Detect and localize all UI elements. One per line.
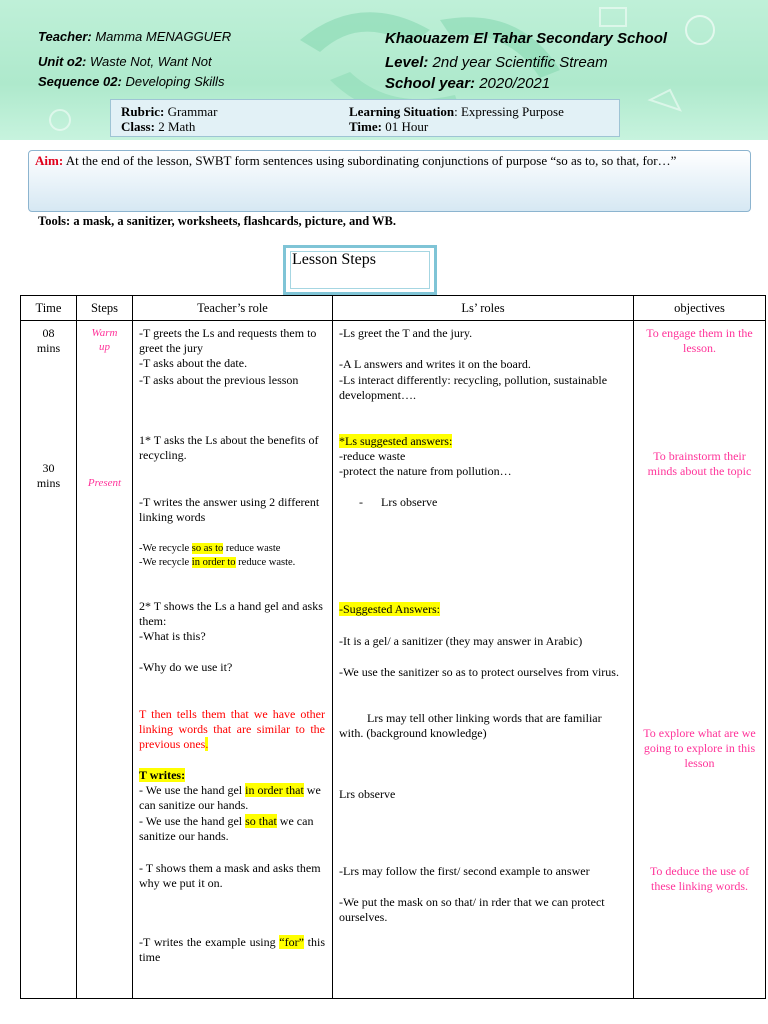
ls-mask-sentence: -We put the mask on so that/ in rder that we can protect ourselves. xyxy=(339,895,605,924)
school-name: Khaouazem El Tahar Secondary School xyxy=(385,30,668,47)
header-learners-roles: Ls’ roles xyxy=(333,296,634,321)
time-present-unit: mins xyxy=(36,476,61,490)
teacher-line xyxy=(38,29,231,44)
learners-role-cell xyxy=(333,321,634,999)
ls-interact: -Ls interact differently: recycling, pollution, sustainable development…. xyxy=(339,373,608,402)
step-warm: Warm xyxy=(91,327,118,339)
school-year-label: School year: xyxy=(385,75,476,92)
time-cell xyxy=(21,321,77,999)
example-in-order-to: -We recycle in order to reduce waste. xyxy=(139,557,296,568)
ls-other-linking-words: Lrs may tell other linking words that are familiar with. (background knowledge) xyxy=(339,711,602,740)
level-value: 2nd year Scientific Stream xyxy=(432,54,608,71)
teacher-example-for: -T writes the example using “for” this time xyxy=(139,935,325,964)
teacher-greets: -T greets the Ls and requests them to greet the jury xyxy=(139,326,317,355)
unit-title: Waste Not, Want Not xyxy=(90,54,212,69)
objective-deduce: To deduce the use of these linking words. xyxy=(649,864,750,893)
aim-box xyxy=(28,150,751,212)
objective-explore: To explore what are we going to explore in this lesson xyxy=(643,726,756,770)
aim-text: At the end of the lesson, SWBT form sentences using subordinating conjunctions of purpose “so as to, so that, for…” xyxy=(65,153,677,168)
teacher-writes-answer: -T writes the answer using 2 different linking words xyxy=(139,495,320,524)
objective-engage: To engage them in the lesson. xyxy=(646,326,753,355)
teacher-recycling-question: 1* T asks the Ls about the benefits of recycling. xyxy=(139,433,319,462)
unit-label: Unit o2: xyxy=(38,54,87,69)
unit-line xyxy=(38,54,212,69)
ls-sanitizer-sentence: -We use the sanitizer so as to protect ourselves from virus. xyxy=(339,665,619,679)
sequence-title: Developing Skills xyxy=(125,74,225,89)
teacher-shows-gel: 2* T shows the Ls a hand gel and asks them: xyxy=(139,599,323,628)
table-header-row xyxy=(21,296,766,321)
level-line xyxy=(385,54,608,71)
example-in-order-that: - We use the hand gel in order that we can sanitize our hands. xyxy=(139,783,321,812)
time-warmup-value: 08 xyxy=(42,326,55,340)
header-objectives: objectives xyxy=(634,296,766,321)
ls-observe-2: Lrs observe xyxy=(339,787,396,801)
ls-follow-example: -Lrs may follow the first/ second example to answer xyxy=(339,864,590,878)
ls-suggested-answers-2: -Suggested Answers: xyxy=(339,602,440,616)
teacher-label: Teacher: xyxy=(38,29,92,44)
school-year-value: 2020/2021 xyxy=(479,75,551,92)
objectives-cell xyxy=(634,321,766,999)
ls-gel-answer: -It is a gel/ a sanitizer (they may answer in Arabic) xyxy=(339,634,583,648)
time-warmup-unit: mins xyxy=(36,341,61,355)
teacher-shows-mask: - T shows them a mask and asks them why we put it on. xyxy=(139,861,321,890)
sequence-line xyxy=(38,74,224,89)
tools-line: Tools: a mask, a sanitizer, worksheets, flashcards, picture, and WB. xyxy=(38,214,397,228)
header-time: Time xyxy=(21,296,77,321)
teacher-linking-words-note: T then tells them that we have other linking words that are similar to the previous ones. xyxy=(139,707,325,751)
teacher-writes-label: T writes: xyxy=(139,768,186,782)
steps-cell xyxy=(77,321,133,999)
sequence-label: Sequence 02: xyxy=(38,74,122,89)
objective-brainstorm: To brainstorm their minds about the topic xyxy=(647,449,752,478)
teacher-previous-lesson: -T asks about the previous lesson xyxy=(139,373,299,387)
level-label: Level: xyxy=(385,54,429,71)
header-steps: Steps xyxy=(77,296,133,321)
lesson-table xyxy=(20,295,766,999)
teacher-role-cell xyxy=(133,321,333,999)
rubric-box xyxy=(110,99,620,137)
ls-greet: -Ls greet the T and the jury. xyxy=(339,326,473,340)
time-present-value: 30 xyxy=(42,461,55,475)
step-up: up xyxy=(99,341,110,353)
school-year-line xyxy=(385,75,550,92)
header-banner xyxy=(0,0,768,140)
ls-suggested-answers-label: *Ls suggested answers: xyxy=(339,434,453,448)
time-field: Time: 01 Hour xyxy=(349,119,429,134)
rubric-field: Rubric: Grammar xyxy=(121,104,218,119)
lesson-steps-title: Lesson Steps xyxy=(292,251,376,268)
step-present: Present xyxy=(87,477,122,489)
header-teacher-role: Teacher’s role xyxy=(133,296,333,321)
ls-answer-board: -A L answers and writes it on the board. xyxy=(339,357,531,371)
teacher-date: -T asks about the date. xyxy=(139,356,248,370)
ls-reduce-waste: -reduce waste xyxy=(339,449,406,463)
aim-label: Aim: xyxy=(35,153,64,168)
teacher-name: Mamma MENAGGUER xyxy=(95,29,232,44)
teacher-why-use: -Why do we use it? xyxy=(139,660,233,674)
class-field: Class: 2 Math xyxy=(121,119,196,134)
lesson-steps-frame xyxy=(283,245,437,295)
learning-situation-field: Learning Situation: Expressing Purpose xyxy=(349,104,564,119)
example-so-that: - We use the hand gel so that we can sanitize our hands. xyxy=(139,814,314,843)
table-row xyxy=(21,321,766,999)
ls-protect-nature: -protect the nature from pollution… xyxy=(339,464,512,478)
ls-observe-1: - Lrs observe xyxy=(359,495,438,509)
example-so-as-to: -We recycle so as to reduce waste xyxy=(139,543,281,554)
teacher-what-is-this: -What is this? xyxy=(139,629,206,643)
